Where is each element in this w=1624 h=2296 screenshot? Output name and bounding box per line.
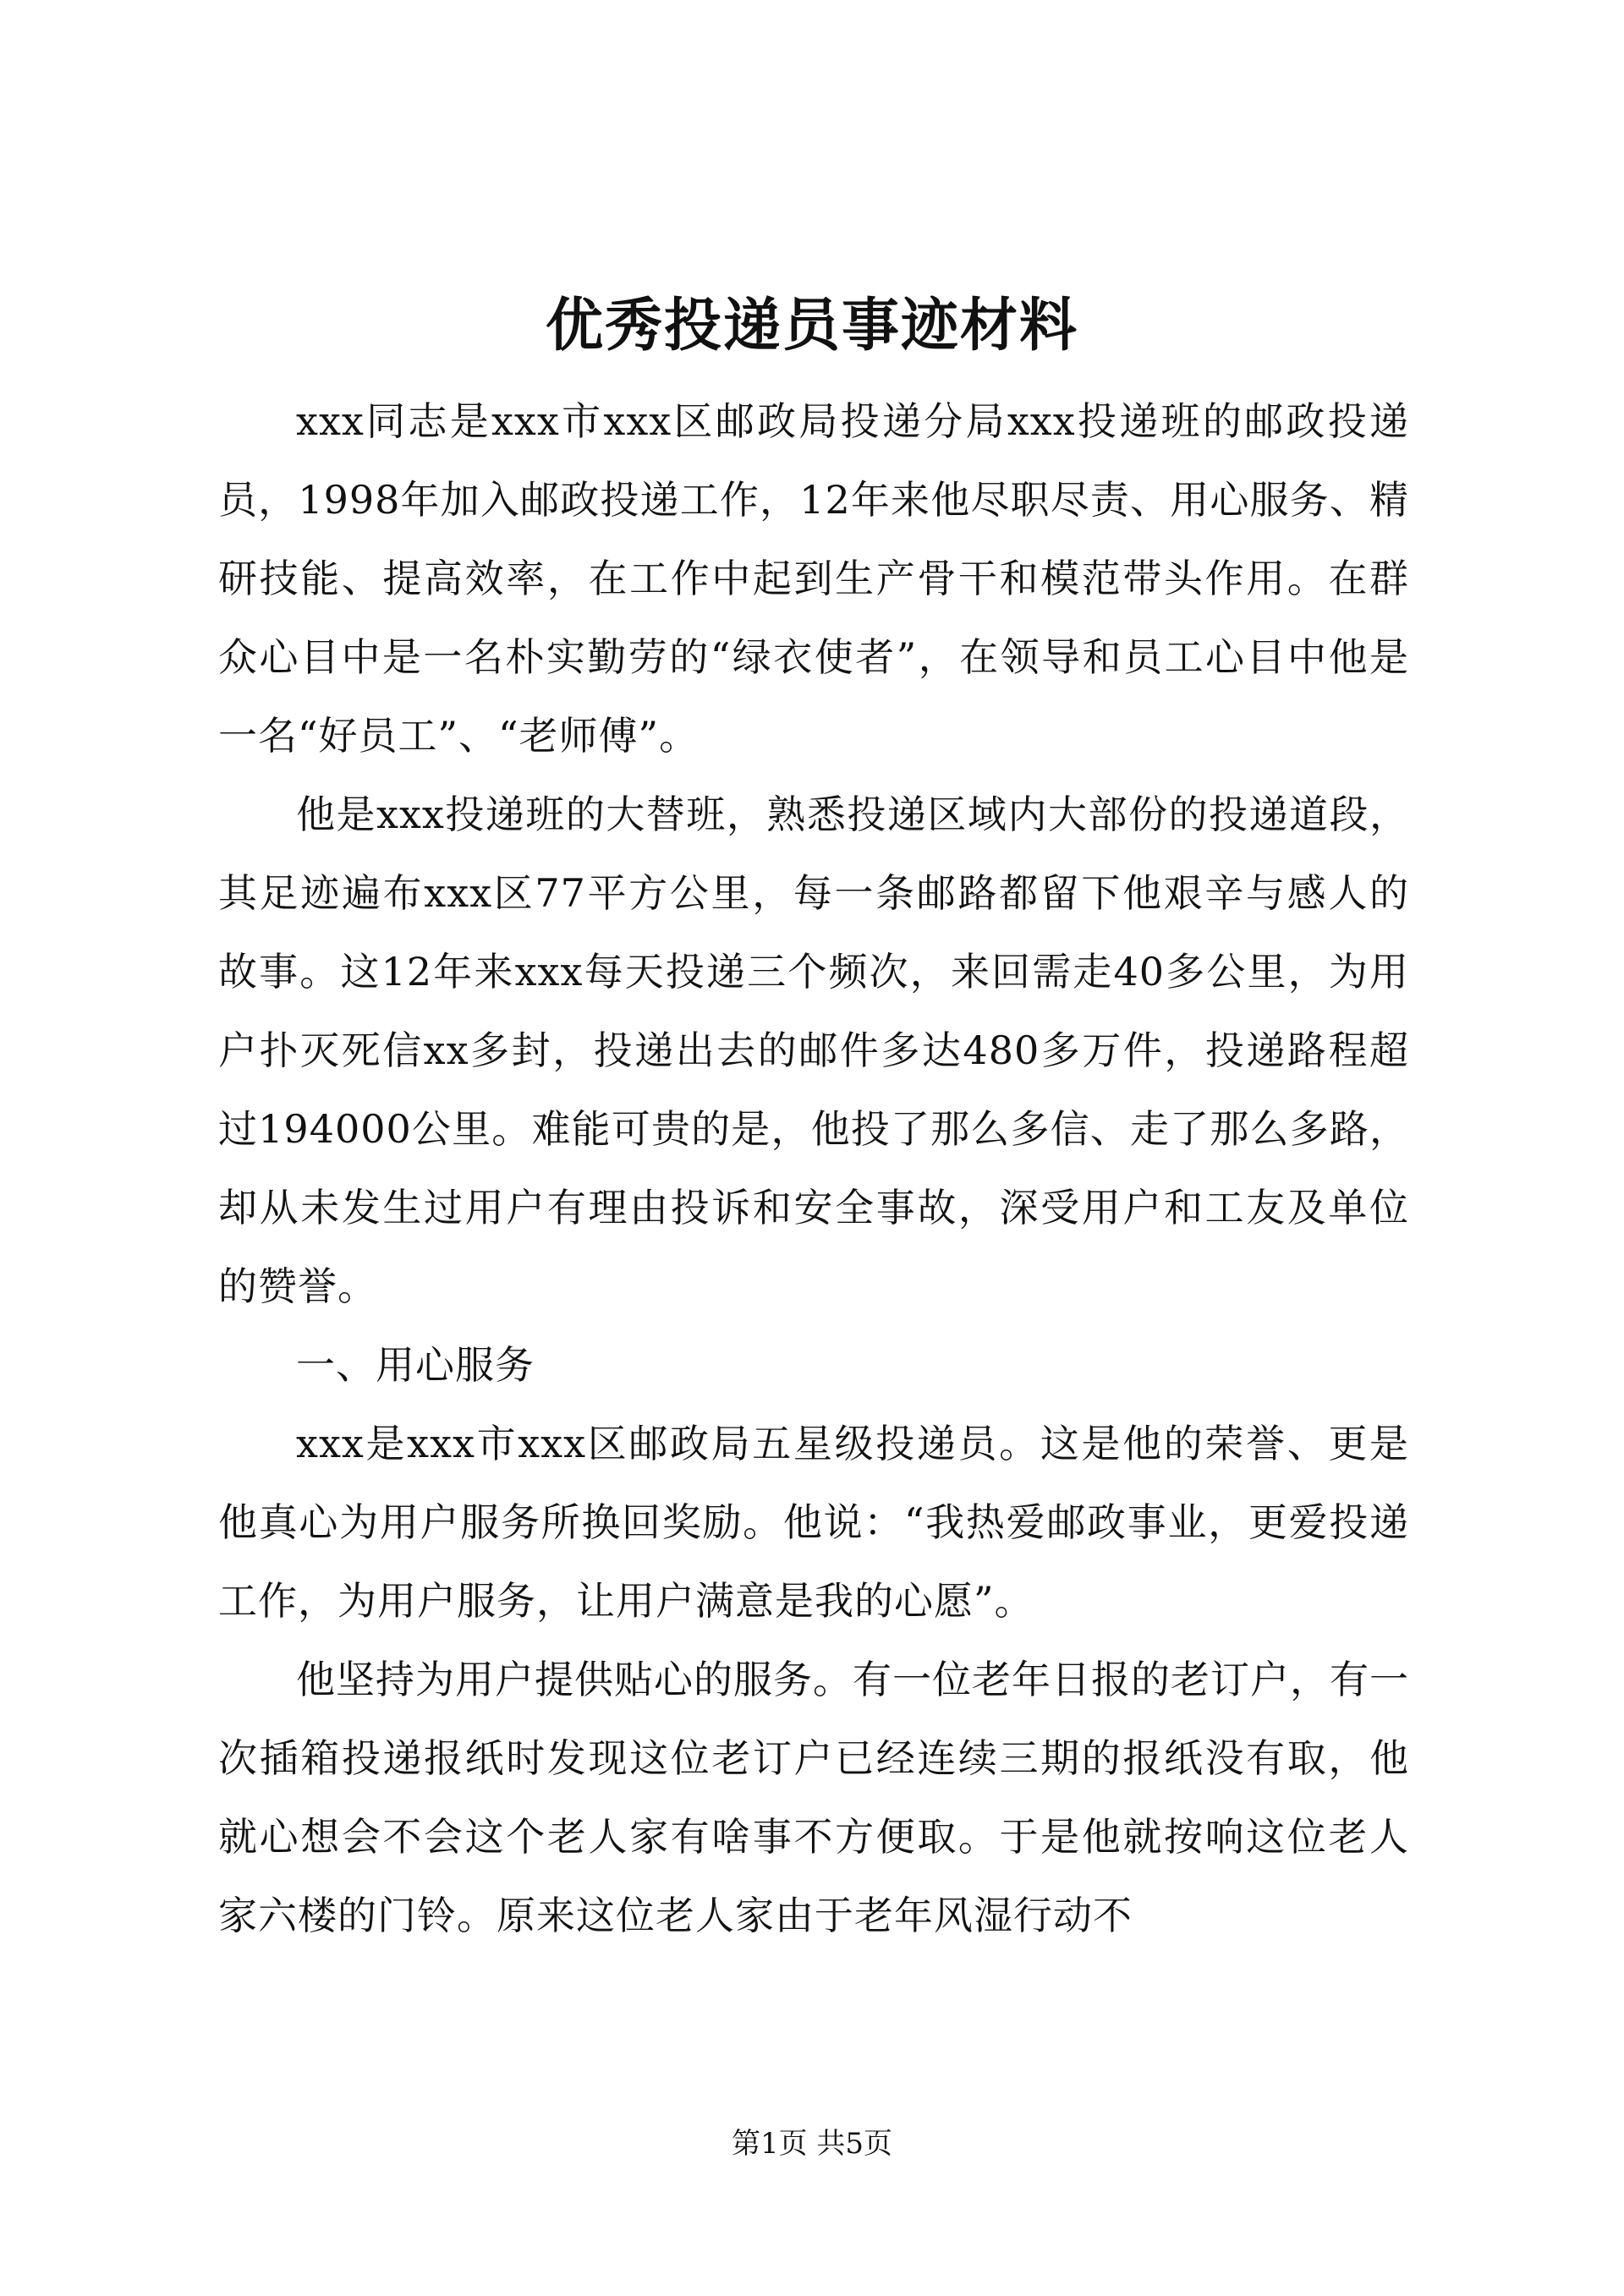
document-title: 优秀投递员事迹材料 — [545, 292, 1078, 359]
page-number: 第1页 共5页 — [731, 2127, 893, 2161]
paragraph-intro: xxx同志是xxx市xxx区邮政局投递分局xxx投递班的邮政投递员，1998年加入邮政投递工作，12年来他尽职尽责、用心服务、精研技能、提高效率，在工作中起到生产骨干和模范带头作用。在群众心目中是一名朴实勤劳的“绿衣使者”，在领导和员工心目中他是一名“好员工”、“老师傅”。 — [218, 398, 1409, 759]
paragraph-honor: xxx是xxx市xxx区邮政局五星级投递员。这是他的荣誉、更是他真心为用户服务所换回奖励。他说：“我热爱邮政事业，更爱投递工作，为用户服务，让用户满意是我的心愿”。 — [218, 1421, 1409, 1624]
paragraph-route: 他是xxx投递班的大替班，熟悉投递区域内大部份的投递道段，其足迹遍布xxx区77平方公里，每一条邮路都留下他艰辛与感人的故事。这12年来xxx每天投递三个频次，来回需走40多公里，为用户扑灭死信xx多封，投递出去的邮件多达480多万件，投递路程超过194000公里。难能可贵的是，他投了那么多信、走了那么多路，却从未发生过用户有理由投诉和安全事故，深受用户和工友及单位的赞誉。 — [218, 792, 1409, 1309]
document-body — [218, 382, 1409, 1955]
paragraph-story: 他坚持为用户提供贴心的服务。有一位老年日报的老订户，有一次插箱投递报纸时发现这位老订户已经连续三期的报纸没有取，他就心想会不会这个老人家有啥事不方便取。于是他就按响这位老人家六楼的门铃。原来这位老人家由于老年风湿行动不 — [218, 1657, 1409, 1938]
section-heading-service: 一、用心服务 — [296, 1342, 535, 1388]
